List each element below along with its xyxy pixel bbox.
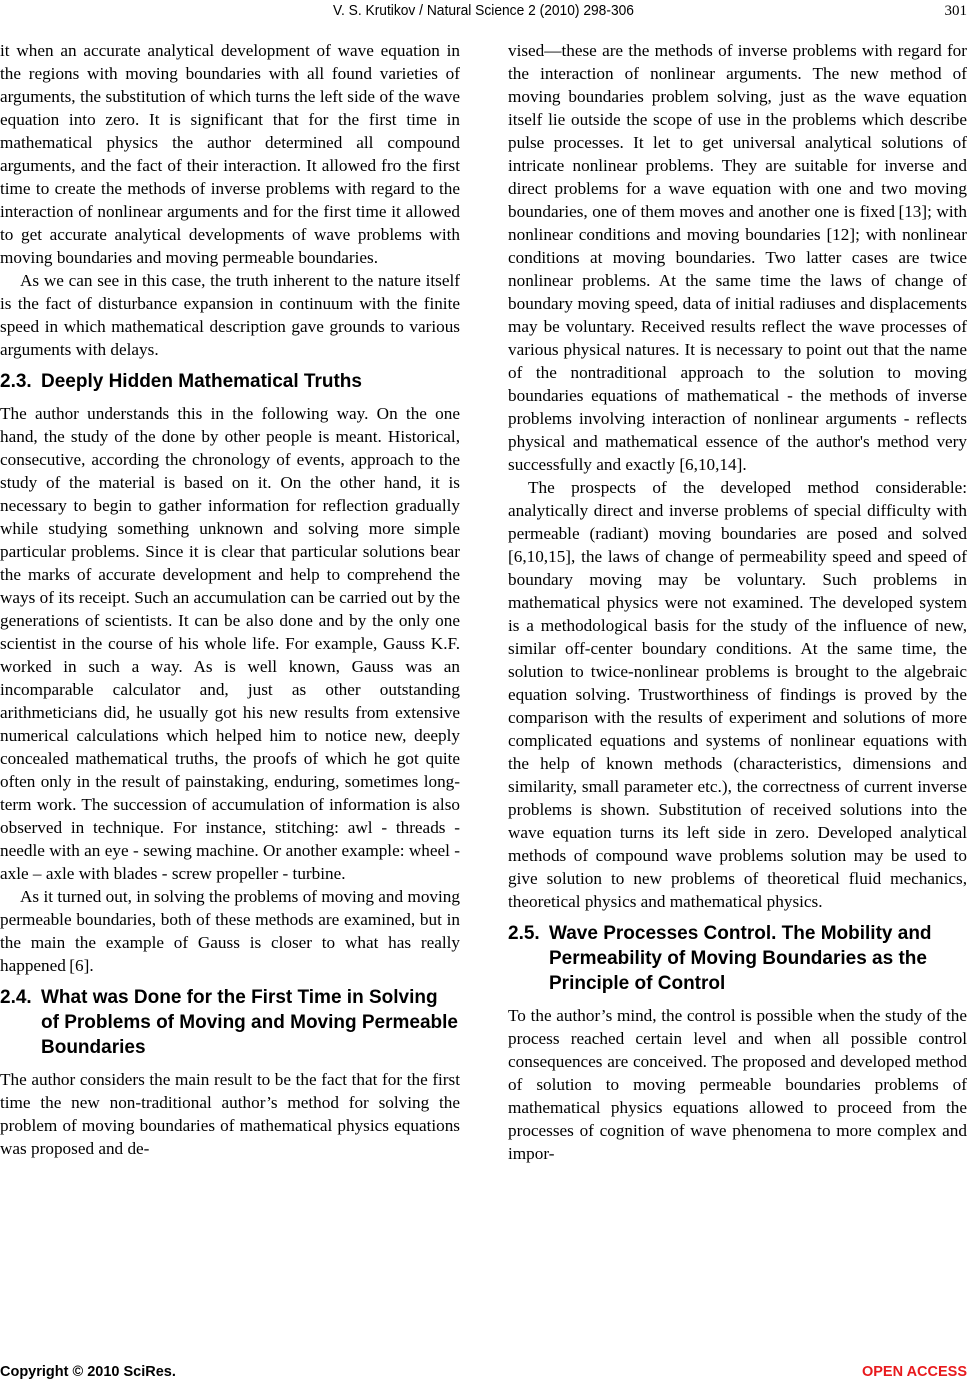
open-access-label: OPEN ACCESS: [861, 1364, 967, 1380]
running-header: [0, 0, 967, 22]
paragraph: The prospects of the developed method considerable: analytically direct and inverse problems of special difficulty with permeable (radiant) moving boundaries are posed and solved [6,10,15], the laws of change of permeability speed and speed of boundary moving may be voluntary. Such problems in mathematical physics were not examined. The developed system is a methodological basis for the study of the influence of new, similar off-center boundary conditions. At the same time, the solution to twice-nonlinear problems is brought to the algebraic equation solving. Trustworthiness of findings is proved by the comparison with the results of experiment and solutions of more complicated equations and systems of nonlinear equations with the help of known methods (characteristics, dimensions and similarity, small parameter etc.), the correctness of current inverse problems is shown. Substitution of received solutions into the wave equation turns its left side in zero. Developed analytical methods of compound wave problems solution may be used to give solution to new problems of theoretical fluid mechanics, theoretical physics and mathematical physics.: [508, 478, 967, 911]
paragraph: As we can see in this case, the truth inherent to the nature itself is the fact of disturbance expansion in continuum with the finite speed in which mathematical description gave grounds to various arguments with delays.: [0, 271, 460, 359]
left-column: [0, 39, 460, 1160]
section-heading-2-5: [508, 921, 967, 996]
section-title: Deeply Hidden Mathematical Truths: [41, 371, 362, 392]
running-title: V. S. Krutikov / Natural Science 2 (2010) 298-306: [333, 2, 634, 19]
section-number: 2.3.: [0, 371, 32, 392]
section-title: What was Done for the First Time in Solving of Problems of Moving and Moving Permeable Boundaries: [41, 987, 458, 1058]
paragraph: To the author’s mind, the control is possible when the study of the process reached certain level and when all possible control consequences are conceived. The proposed and developed method of solution to moving permeable boundaries problems of mathematical physics equations allowed to proceed from the processes of cognition of wave phenomena to more complex and impor-: [508, 1006, 967, 1163]
page-footer: [0, 1362, 967, 1382]
section-heading-2-3: [0, 369, 460, 394]
page-number: 301: [944, 3, 967, 19]
paragraph: The author considers the main result to be the fact that for the first time the new non-traditional author’s method for solving the problem of moving boundaries of mathematical physics equations was proposed and de-: [0, 1070, 460, 1158]
copyright-notice: Copyright © 2010 SciRes.: [0, 1364, 176, 1380]
section-number: 2.5.: [508, 923, 540, 944]
section-number: 2.4.: [0, 987, 32, 1008]
paragraph: it when an accurate analytical development of wave equation in the regions with moving boundaries with all found varieties of arguments, the substitution of which turns the left side of the wave equation into zero. It is significant that for the first time in mathematical physics the author determined all compound arguments, and the fact of their interaction. It allowed fro the first time to create the methods of inverse problems with regard to the interaction of nonlinear arguments and for the first time it allowed to get accurate analytical developments of wave problems with moving boundaries and moving permeable boundaries.: [0, 41, 460, 267]
section-title: Wave Processes Control. The Mobility and Permeability of Moving Boundaries as the Principle of Control: [549, 923, 932, 994]
paragraph: vised—these are the methods of inverse problems with regard for the interaction of nonlinear arguments. The new method of moving boundaries problem solving, just as the wave equation itself lie outside the scope of use in the problems which describe pulse processes. It let to get universal analytical solutions of intricate nonlinear problems. They are suitable for inverse and direct problems for a wave equation with one and two moving boundaries, one of them moves and another one is fixed [13]; with nonlinear conditions and moving boundaries [12]; with nonlinear conditions at moving boundaries. Two latter cases are twice nonlinear problems. At the same time the laws of change of boundary moving speed, data of initial radiuses and displacements may be voluntary. Received results reflect the wave processes of various physical natures. It is necessary to point out that the name of the nontraditional approach to the solution to moving boundaries equations of mathematical - the methods of inverse problems involving interaction of nonlinear arguments - reflects physical and mathematical essence of the author's method very successfully and exactly [6,10,14].: [508, 41, 967, 474]
paragraph: The author understands this in the following way. On the one hand, the study of the done by other people is meant. Historical, consecutive, according the chronology of events, approach to the study of the material is based on it. On the other hand, it is necessary to begin to gather information for reflection gradually while studying something unknown and solving more simple particular problems. Since it is clear that particular solutions bear the marks of accurate development and help to comprehend the ways of its receipt. Such an accumulation can be carried out by the generations of scientists. It can be also done and by the only one scientist in the course of his whole life. For example, Gauss K.F. worked in such a way. As is well known, Gauss was an incomparable calculator and, just as other outstanding arithmeticians did, he usually got his new results from extensive numerical calculations which helped him to notice new, deeply concealed mathematical truths, the proofs of which he got quite often only in the result of painstaking, enduring, sometimes long-term work. The succession of accumulation of information is also observed in technique. For instance, stitching: awl - threads - needle with an eye - sewing machine. Or another example: wheel - axle – axle with blades - screw propeller - turbine.: [0, 404, 460, 883]
paragraph: As it turned out, in solving the problems of moving and moving permeable boundaries, both of these methods are examined, but in the main the example of Gauss is closer to what has really happened [6].: [0, 887, 460, 975]
section-heading-2-4: [0, 985, 460, 1060]
right-column: [508, 39, 967, 1165]
